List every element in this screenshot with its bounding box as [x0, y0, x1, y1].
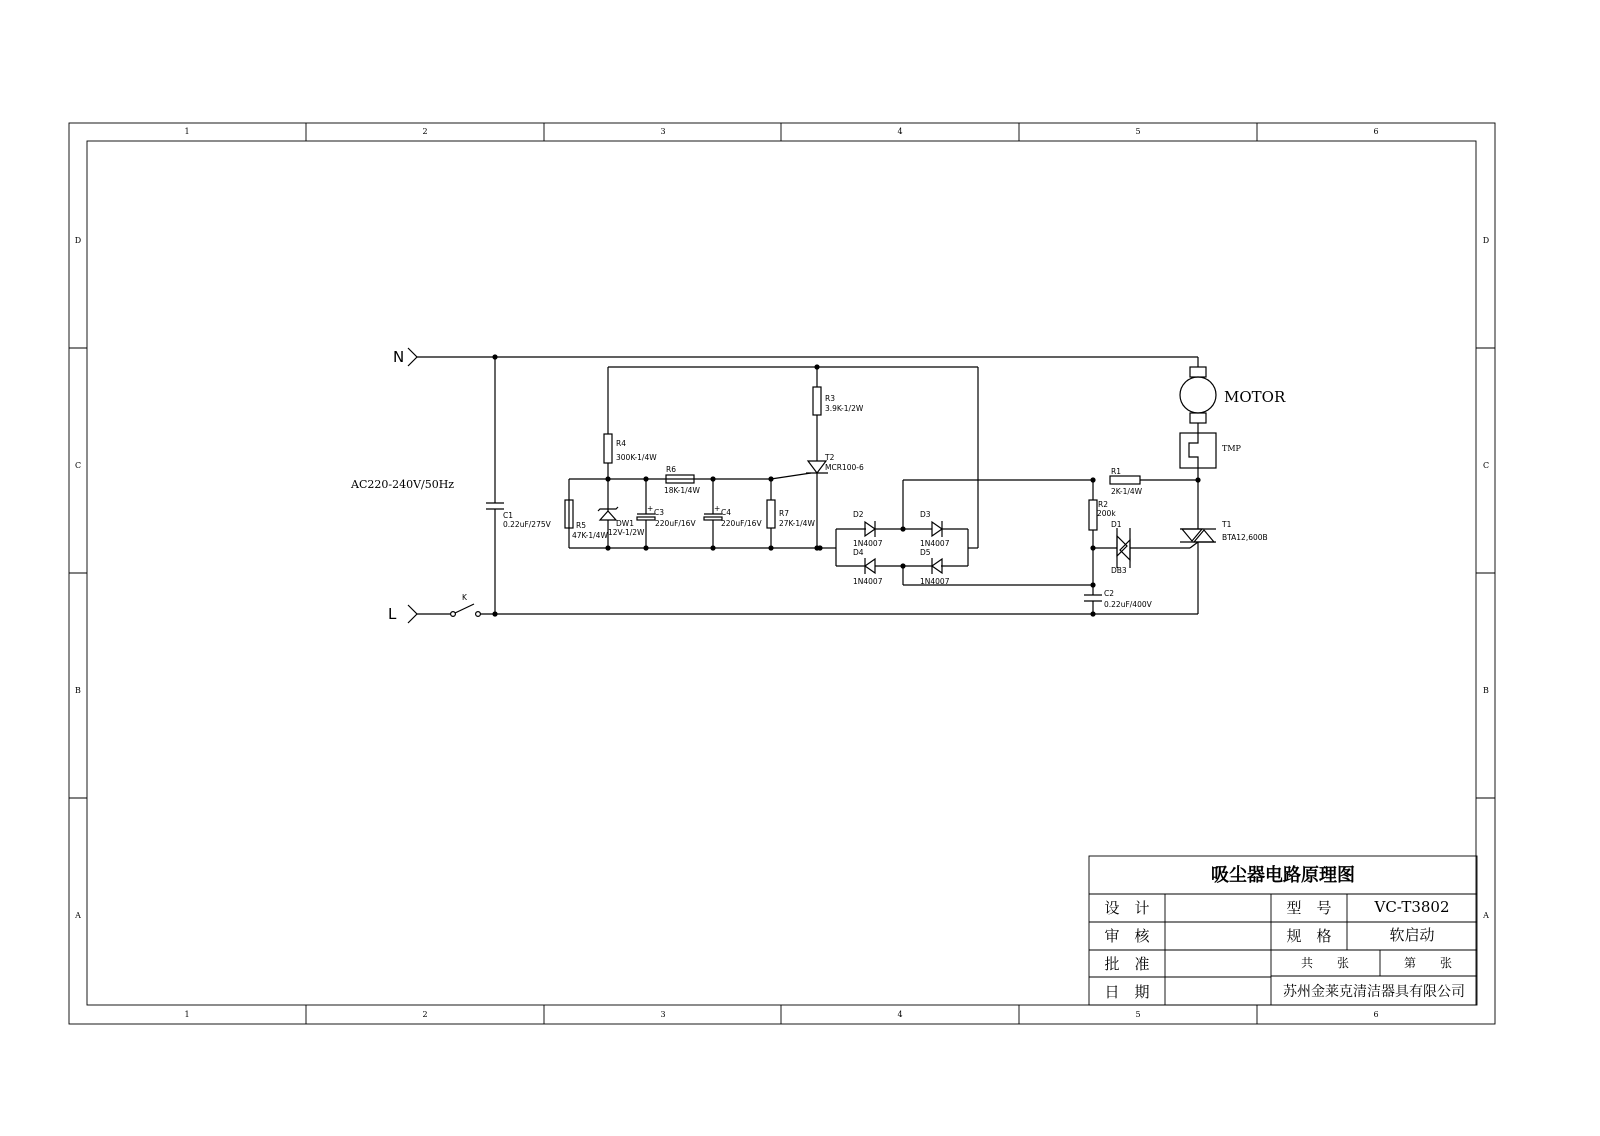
- capacitor-c1: [486, 357, 552, 617]
- d4-value: 1N4007: [853, 577, 883, 586]
- r5-ref: R5: [576, 521, 586, 530]
- r4-value: 300K-1/4W: [616, 453, 657, 462]
- r7-value: 27K-1/4W: [779, 519, 815, 528]
- row-label: A: [75, 911, 81, 920]
- resistor-r7: [767, 479, 815, 548]
- d3-value: 1N4007: [920, 539, 950, 548]
- d1-ref: D1: [1111, 520, 1122, 529]
- d1-value: DB3: [1111, 566, 1127, 575]
- diode-d5: [920, 548, 950, 586]
- column-label: 4: [897, 127, 903, 136]
- terminal-l-label: L: [388, 605, 397, 623]
- c4-value: 220uF/16V: [721, 519, 762, 528]
- review-label: 审 核: [1104, 927, 1150, 945]
- t2-ref: T2: [825, 453, 835, 462]
- d4-ref: D4: [853, 548, 864, 557]
- design-label: 设 计: [1104, 899, 1150, 917]
- model-label: 型 号: [1286, 899, 1332, 917]
- c1-value: 0.22uF/275V: [503, 520, 551, 529]
- column-label: 3: [660, 1010, 666, 1019]
- supply-label: AC220-240V/50Hz: [351, 478, 455, 491]
- column-label: 4: [897, 1010, 903, 1019]
- dw1-ref: DW1: [616, 519, 634, 528]
- row-label: C: [74, 461, 82, 470]
- row-labels-left: [74, 236, 81, 920]
- d2-ref: D2: [853, 510, 864, 519]
- column-label: 2: [422, 1010, 428, 1019]
- dw1-value: 12V-1/2W: [608, 528, 645, 537]
- model-value: VC-T3802: [1374, 898, 1450, 916]
- r3-value: 3.9K-1/2W: [825, 404, 864, 413]
- r1-value: 2K-1/4W: [1111, 487, 1143, 496]
- column-label: 1: [184, 1010, 190, 1019]
- row-label: D: [74, 236, 82, 245]
- thyristor-t2: [771, 453, 864, 548]
- d2-value: 1N4007: [853, 539, 883, 548]
- drawing-title: 吸尘器电路原理图: [1211, 865, 1355, 886]
- r5-value: 47K-1/4W: [572, 531, 608, 540]
- c4-plus-sign: +: [714, 504, 721, 513]
- row-label: B: [75, 686, 81, 695]
- resistor-r6: [664, 465, 700, 495]
- column-label: 6: [1373, 1010, 1379, 1019]
- triac-t1: [1180, 480, 1268, 614]
- spec-label: 规 格: [1286, 927, 1332, 945]
- c3-ref: C3: [654, 508, 665, 517]
- r6-value: 18K-1/4W: [664, 486, 700, 495]
- approve-label: 批 准: [1104, 955, 1150, 973]
- column-label: 3: [660, 127, 666, 136]
- column-label: 5: [1135, 127, 1141, 136]
- r4-ref: R4: [616, 439, 626, 448]
- company-name: 苏州金莱克清洁器具有限公司: [1283, 984, 1465, 1000]
- column-label: 5: [1135, 1010, 1141, 1019]
- resistor-r3: [813, 387, 864, 461]
- t1-value: BTA12,600B: [1222, 533, 1268, 542]
- column-label: 1: [184, 127, 190, 136]
- r6-ref: R6: [666, 465, 676, 474]
- r2-value: 200k: [1097, 509, 1116, 518]
- diac-d1: [1093, 520, 1190, 575]
- r1-ref: R1: [1111, 467, 1121, 476]
- c3-plus-sign: +: [647, 504, 654, 513]
- c2-value: 0.22uF/400V: [1104, 600, 1152, 609]
- row-label: B: [1483, 686, 1489, 695]
- diode-bridge: [817, 480, 1093, 585]
- c2-ref: C2: [1104, 589, 1115, 598]
- resistor-r2: [1089, 480, 1116, 595]
- column-labels-bottom: [184, 1010, 1378, 1019]
- terminal-n: [393, 348, 495, 366]
- total-sheets-label: 共 张: [1300, 956, 1350, 970]
- row-labels-right: [1482, 236, 1489, 920]
- d5-value: 1N4007: [920, 577, 950, 586]
- t1-ref: T1: [1222, 520, 1232, 529]
- thermal-label: TMP: [1222, 444, 1241, 453]
- diode-d4: [853, 548, 883, 586]
- r2-ref: R2: [1098, 500, 1108, 509]
- column-labels-top: [184, 127, 1378, 136]
- column-label: 2: [422, 127, 428, 136]
- d3-ref: D3: [920, 510, 931, 519]
- row-label: C: [1482, 461, 1490, 470]
- motor: [1180, 357, 1286, 433]
- r3-ref: R3: [825, 394, 835, 403]
- column-label: 6: [1373, 127, 1379, 136]
- row-label: A: [1483, 911, 1489, 920]
- resistor-r1: [1090, 467, 1200, 496]
- switch-k: [451, 593, 1198, 616]
- switch-k-label: K: [462, 593, 467, 602]
- c4-ref: C4: [721, 508, 732, 517]
- motor-label: MOTOR: [1224, 388, 1286, 406]
- thermal-protector: [1180, 433, 1242, 480]
- r7-ref: R7: [779, 509, 789, 518]
- resistor-r4: [604, 434, 657, 482]
- capacitor-c2: [1084, 582, 1153, 616]
- capacitor-c4: [704, 479, 762, 548]
- terminal-l: [388, 605, 451, 623]
- sheet-number-label: 第 张: [1403, 956, 1453, 970]
- terminal-n-label: N: [393, 348, 405, 366]
- spec-value: 软启动: [1389, 926, 1435, 944]
- t2-value: MCR100-6: [825, 463, 864, 472]
- d5-ref: D5: [920, 548, 931, 557]
- c3-value: 220uF/16V: [655, 519, 696, 528]
- c1-ref: C1: [503, 511, 514, 520]
- date-label: 日 期: [1104, 983, 1150, 1001]
- drawing-frame: [69, 123, 1495, 1024]
- row-label: D: [1482, 236, 1490, 245]
